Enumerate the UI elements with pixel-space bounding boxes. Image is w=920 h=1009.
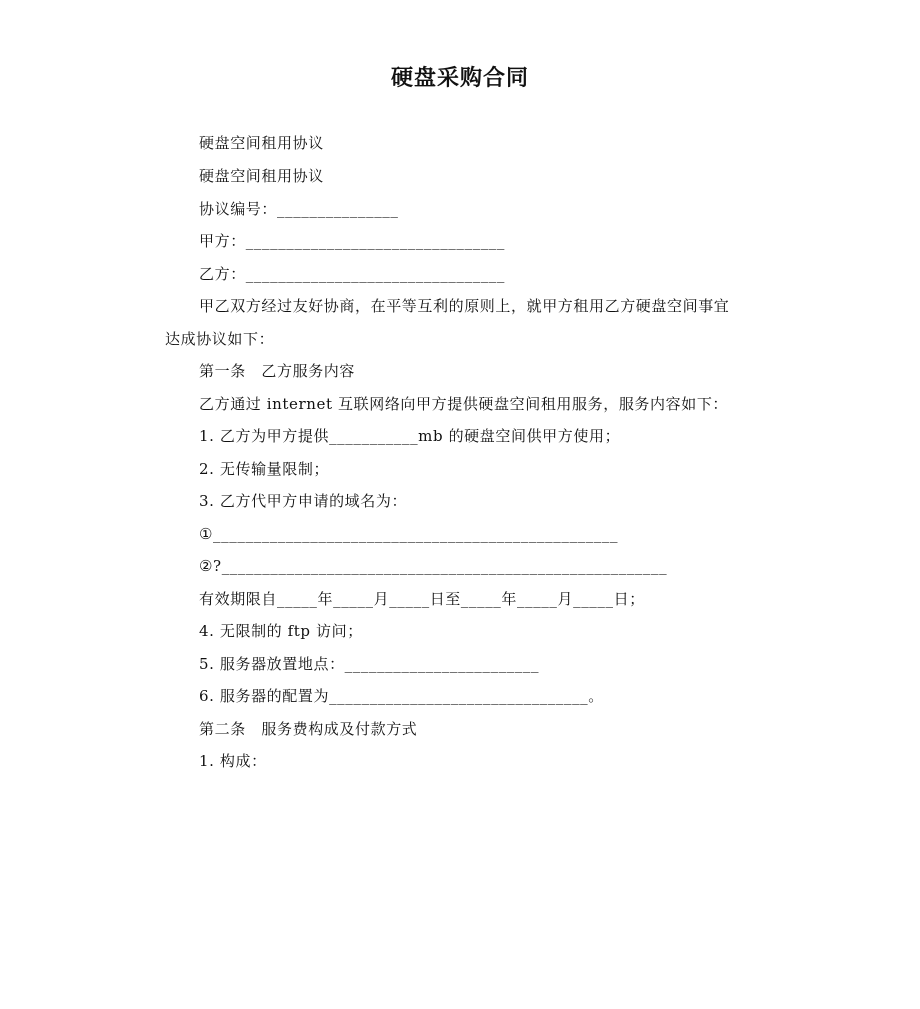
clause-item: 1. 乙方为甲方提供___________mb 的硬盘空间供甲方使用；: [199, 427, 621, 445]
party-b-line: 乙方：________________________________: [199, 265, 505, 283]
domain-blank-1: ①__________________________________________________: [199, 525, 619, 543]
validity-period-line: 有效期限自_____年_____月_____日至_____年_____月_____日；: [199, 590, 645, 608]
clause-item: 1. 构成：: [199, 752, 267, 770]
preamble-paragraph: 甲乙双方经过友好协商，在平等互利的原则上，就甲方租用乙方硬盘空间事宜: [199, 297, 730, 315]
article-one-heading: 第一条 乙方服务内容: [199, 362, 356, 380]
party-a-line: 甲方：________________________________: [199, 232, 505, 250]
clause-item: 2. 无传输量限制；: [199, 460, 330, 478]
preamble-continuation: 达成协议如下：: [165, 330, 275, 348]
clause-item: 3. 乙方代甲方申请的域名为：: [199, 492, 408, 510]
clause-item: 6. 服务器的配置为________________________________。: [199, 687, 604, 705]
article-two-heading: 第二条 服务费构成及付款方式: [199, 720, 418, 738]
heading-line: 硬盘空间租用协议: [199, 167, 324, 185]
document-title: 硬盘采购合同: [390, 66, 529, 91]
service-intro-line: 乙方通过 internet 互联网络向甲方提供硬盘空间租用服务，服务内容如下：: [199, 395, 729, 413]
clause-item: 5. 服务器放置地点：________________________: [199, 655, 540, 673]
domain-blank-2: ②?_______________________________________________________: [199, 557, 668, 575]
agreement-number-line: 协议编号：_______________: [199, 200, 399, 218]
clause-item: 4. 无限制的 ftp 访问；: [199, 622, 363, 640]
heading-line: 硬盘空间租用协议: [199, 134, 324, 152]
